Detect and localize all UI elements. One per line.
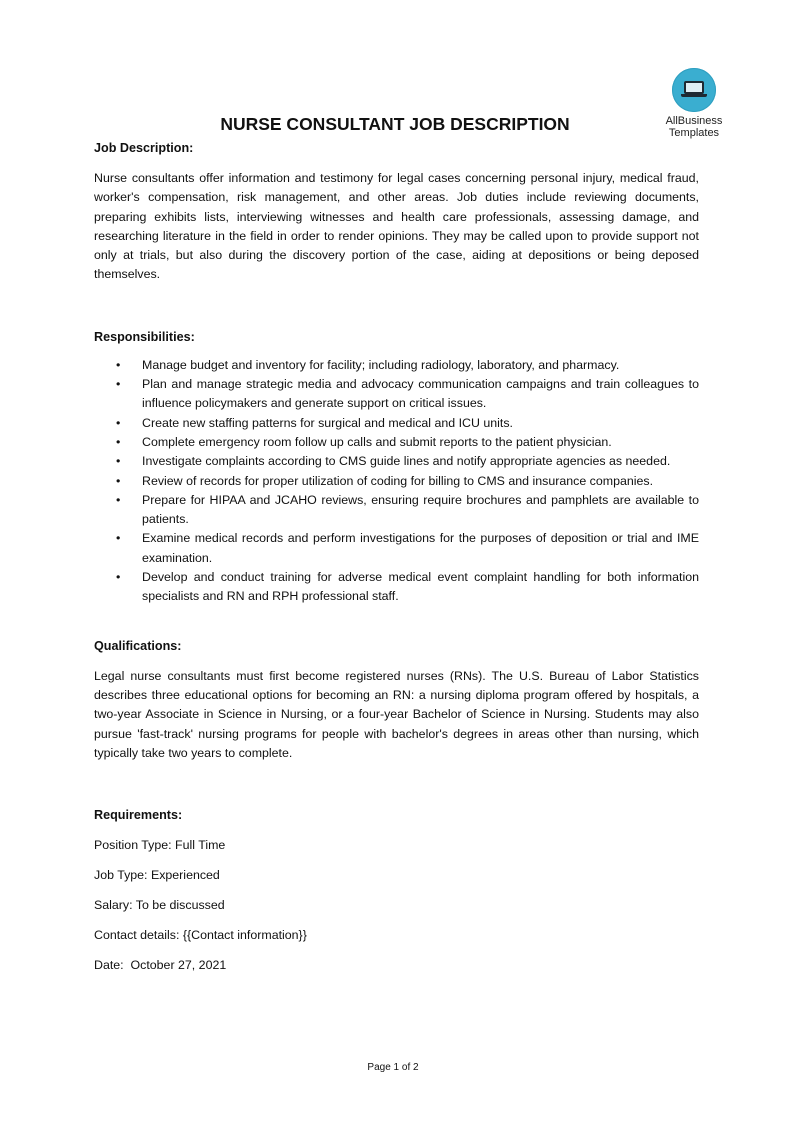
responsibility-text: Plan and manage strategic media and advocacy communication campaigns and train colleagues to influence policymakers and generate support on critical issues. xyxy=(142,377,699,411)
job-type: Job Type: Experienced xyxy=(94,868,220,883)
bullet-icon: • xyxy=(116,531,121,546)
responsibility-text: Review of records for proper utilization of coding for billing to CMS and insurance companies. xyxy=(142,473,654,488)
contact-details: Contact details: {{Contact information}} xyxy=(94,928,307,943)
bullet-icon: • xyxy=(116,570,121,585)
responsibilities-heading: Responsibilities: xyxy=(94,329,195,344)
bullet-icon: • xyxy=(116,434,121,449)
requirements-heading: Requirements: xyxy=(94,808,183,823)
bullet-icon: • xyxy=(116,454,121,469)
document-body xyxy=(94,139,699,975)
responsibility-text: Examine medical records and perform investigations for the purposes of deposition or trial and IME examination. xyxy=(142,531,699,565)
responsibility-item xyxy=(94,472,699,491)
responsibility-item xyxy=(94,356,699,375)
logo-text-line2: Templates xyxy=(668,127,720,139)
qualifications-text: Legal nurse consultants must first become registered nurses (RNs). The U.S. Bureau of Labor Statistics describes three educational options for becoming an RN: a nursing diploma program offered by hospitals, a two-year Associate in Science in Nursing, or a four-year Bachelor of Science in Nursing. Students may also pursue 'fast-track' nursing programs for people with bachelor's degrees in areas other than nursing, which typically take two years to complete. xyxy=(94,668,699,760)
responsibility-item xyxy=(94,375,699,414)
position-type: Position Type: Full Time xyxy=(94,838,226,853)
page-number: Page 1 of 2 xyxy=(367,1062,419,1073)
responsibility-item xyxy=(94,452,699,471)
job-description-heading: Job Description: xyxy=(94,141,194,155)
responsibility-text: Complete emergency room follow up calls and submit reports to the patient physician. xyxy=(142,434,612,449)
logo-text-line1: AllBusiness xyxy=(665,115,723,127)
laptop-icon xyxy=(672,68,716,112)
responsibilities-list xyxy=(94,356,699,607)
salary: Salary: To be discussed xyxy=(94,898,225,913)
bullet-icon: • xyxy=(116,492,121,507)
responsibility-item xyxy=(94,568,699,607)
responsibility-item xyxy=(94,491,699,530)
qualifications-heading: Qualifications: xyxy=(94,638,182,653)
responsibility-item xyxy=(94,529,699,568)
responsibility-item xyxy=(94,414,699,433)
bullet-icon: • xyxy=(116,357,121,372)
responsibility-text: Create new staffing patterns for surgical and medical and ICU units. xyxy=(142,415,513,430)
job-description-text: Nurse consultants offer information and testimony for legal cases concerning personal injury, medical fraud, worker's compensation, risk management, and other areas. Job duties include reviewing documents, preparing exhibits lists, interviewing witnesses and health care professionals, assessing damage, and researching literature in the field in order to render opinions. They may be called upon to provide support not only at trials, but also during the discovery portion of the case, aiding at depositions or being deposed themselves. xyxy=(94,171,699,282)
responsibility-text: Investigate complaints according to CMS guide lines and notify appropriate agencies as needed. xyxy=(142,454,671,469)
responsibility-item xyxy=(94,433,699,452)
bullet-icon: • xyxy=(116,415,121,430)
date: Date: October 27, 2021 xyxy=(94,958,227,973)
document-title: NURSE CONSULTANT JOB DESCRIPTION xyxy=(220,114,570,134)
responsibility-text: Prepare for HIPAA and JCAHO reviews, ensuring require brochures and pamphlets are available to patients. xyxy=(142,492,699,527)
responsibility-text: Develop and conduct training for adverse medical event complaint handling for both information specialists and RN and RPH professional staff. xyxy=(142,570,699,604)
bullet-icon: • xyxy=(116,473,121,488)
bullet-icon: • xyxy=(116,377,121,392)
responsibility-text: Manage budget and inventory for facility; including radiology, laboratory, and pharmacy. xyxy=(142,357,620,372)
